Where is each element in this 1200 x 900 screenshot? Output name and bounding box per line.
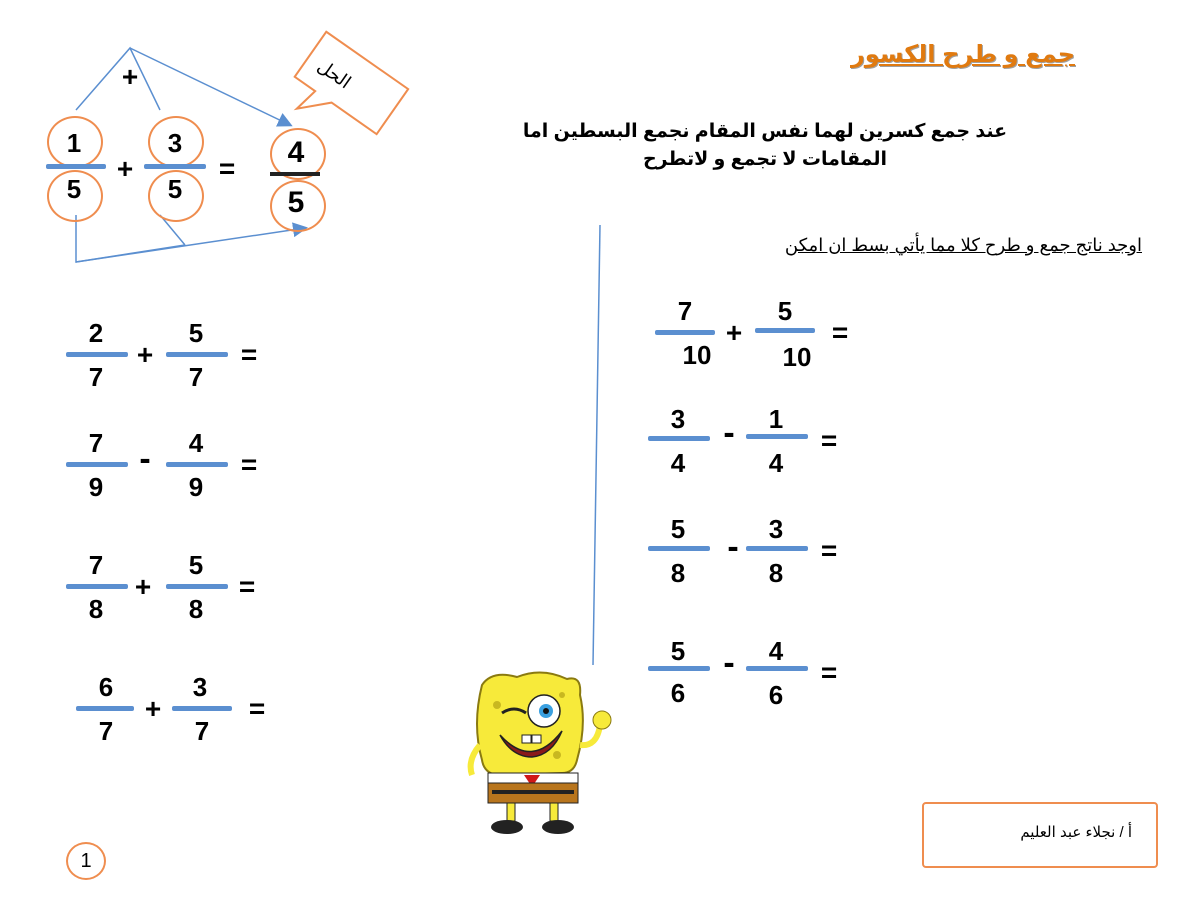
operator: + <box>134 571 152 602</box>
rule-line-2: المقامات لا تجمع و لاتطرح <box>642 149 888 170</box>
example-a-numerator: 1 <box>66 128 82 158</box>
a-denominator: 7 <box>88 362 104 392</box>
fraction-bar <box>755 328 815 333</box>
equals: = <box>240 449 258 480</box>
a-denominator: 7 <box>98 716 114 746</box>
a-numerator: 7 <box>88 428 104 458</box>
callout-label: الحل <box>313 55 355 93</box>
equals: = <box>820 657 838 688</box>
right-exercise-4 <box>648 636 878 716</box>
numerator-arrow <box>130 48 290 125</box>
a-denominator: 8 <box>88 594 104 624</box>
operator: - <box>727 528 739 566</box>
b-numerator: 4 <box>768 636 784 666</box>
left-exercise-3 <box>66 550 296 630</box>
b-denominator: 10 <box>782 342 812 372</box>
b-denominator: 4 <box>768 448 784 478</box>
fraction-bar <box>172 706 232 711</box>
equals: = <box>820 425 838 456</box>
a-numerator: 3 <box>670 404 686 434</box>
fraction-bar <box>166 462 228 467</box>
fraction-bar <box>46 164 106 169</box>
example-b-numerator: 3 <box>167 128 183 158</box>
a-denominator: 8 <box>670 558 686 588</box>
b-denominator: 8 <box>768 558 784 588</box>
page-title: جمع و طرح الكسور <box>850 41 1075 68</box>
b-denominator: 8 <box>188 594 204 624</box>
a-numerator: 5 <box>670 636 686 666</box>
b-numerator: 3 <box>192 672 208 702</box>
left-exercise-2 <box>66 428 296 508</box>
a-numerator: 2 <box>88 318 104 348</box>
right-exercise-2 <box>648 404 878 484</box>
instruction-text: اوجد ناتج جمع و طرح كلا مما يأتي بسط ان امكن <box>784 235 1142 255</box>
example-result-numerator: 4 <box>287 136 305 169</box>
operator: - <box>139 440 151 478</box>
fraction-bar <box>76 706 134 711</box>
fraction-bar <box>66 584 128 589</box>
b-numerator: 3 <box>768 514 784 544</box>
denominator-arrow <box>76 228 305 262</box>
operator: + <box>725 317 743 348</box>
b-denominator: 6 <box>768 680 784 710</box>
b-numerator: 5 <box>188 550 204 580</box>
equals: = <box>248 693 266 724</box>
equals: = <box>240 339 258 370</box>
fraction-bar <box>648 666 710 671</box>
example-diagram <box>0 0 430 280</box>
left-exercise-4 <box>76 672 306 752</box>
fraction-bar <box>166 584 228 589</box>
fraction-bar <box>746 666 808 671</box>
equals: = <box>820 535 838 566</box>
a-denominator: 9 <box>88 472 104 502</box>
column-divider <box>585 220 605 670</box>
left-exercise-1 <box>66 318 296 398</box>
a-numerator: 6 <box>98 672 114 702</box>
operator: + <box>144 693 162 724</box>
a-numerator: 7 <box>677 296 693 326</box>
example-a-denominator: 5 <box>66 174 82 204</box>
fraction-bar <box>66 352 128 357</box>
a-numerator: 5 <box>670 514 686 544</box>
result-fraction-bar <box>270 172 320 176</box>
example-b-denominator: 5 <box>167 174 183 204</box>
fraction-bar <box>144 164 206 169</box>
right-exercise-3 <box>648 514 878 594</box>
b-numerator: 5 <box>188 318 204 348</box>
a-denominator: 4 <box>670 448 686 478</box>
a-numerator: 7 <box>88 550 104 580</box>
right-exercise-1 <box>655 296 885 376</box>
fraction-bar <box>66 462 128 467</box>
b-denominator: 9 <box>188 472 204 502</box>
rule-line-1: عند جمع كسرين لهما نفس المقام نجمع البسطين اما <box>522 121 1008 142</box>
fraction-bar <box>648 436 710 441</box>
b-numerator: 1 <box>768 404 784 434</box>
operator: - <box>723 414 735 452</box>
fraction-bar <box>166 352 228 357</box>
equals: = <box>831 317 849 348</box>
equals: = <box>238 571 256 602</box>
rule-text <box>485 118 1045 174</box>
example-equals: = <box>218 153 236 184</box>
fraction-bar <box>746 434 808 439</box>
author-name: أ / نجلاء عبد العليم <box>1020 824 1132 841</box>
spongebob-illustration <box>462 665 622 840</box>
a-denominator: 6 <box>670 678 686 708</box>
b-numerator: 5 <box>777 296 793 326</box>
example-plus-top: + <box>121 61 139 92</box>
example-operator: + <box>116 153 134 184</box>
a-denominator: 10 <box>682 340 712 370</box>
b-denominator: 7 <box>188 362 204 392</box>
b-numerator: 4 <box>188 428 204 458</box>
operator: + <box>136 339 154 370</box>
b-denominator: 7 <box>194 716 210 746</box>
example-result-denominator: 5 <box>287 186 305 219</box>
operator: - <box>723 644 735 682</box>
page-number: 1 <box>66 842 106 880</box>
fraction-bar <box>655 330 715 335</box>
fraction-bar <box>746 546 808 551</box>
fraction-bar <box>648 546 710 551</box>
